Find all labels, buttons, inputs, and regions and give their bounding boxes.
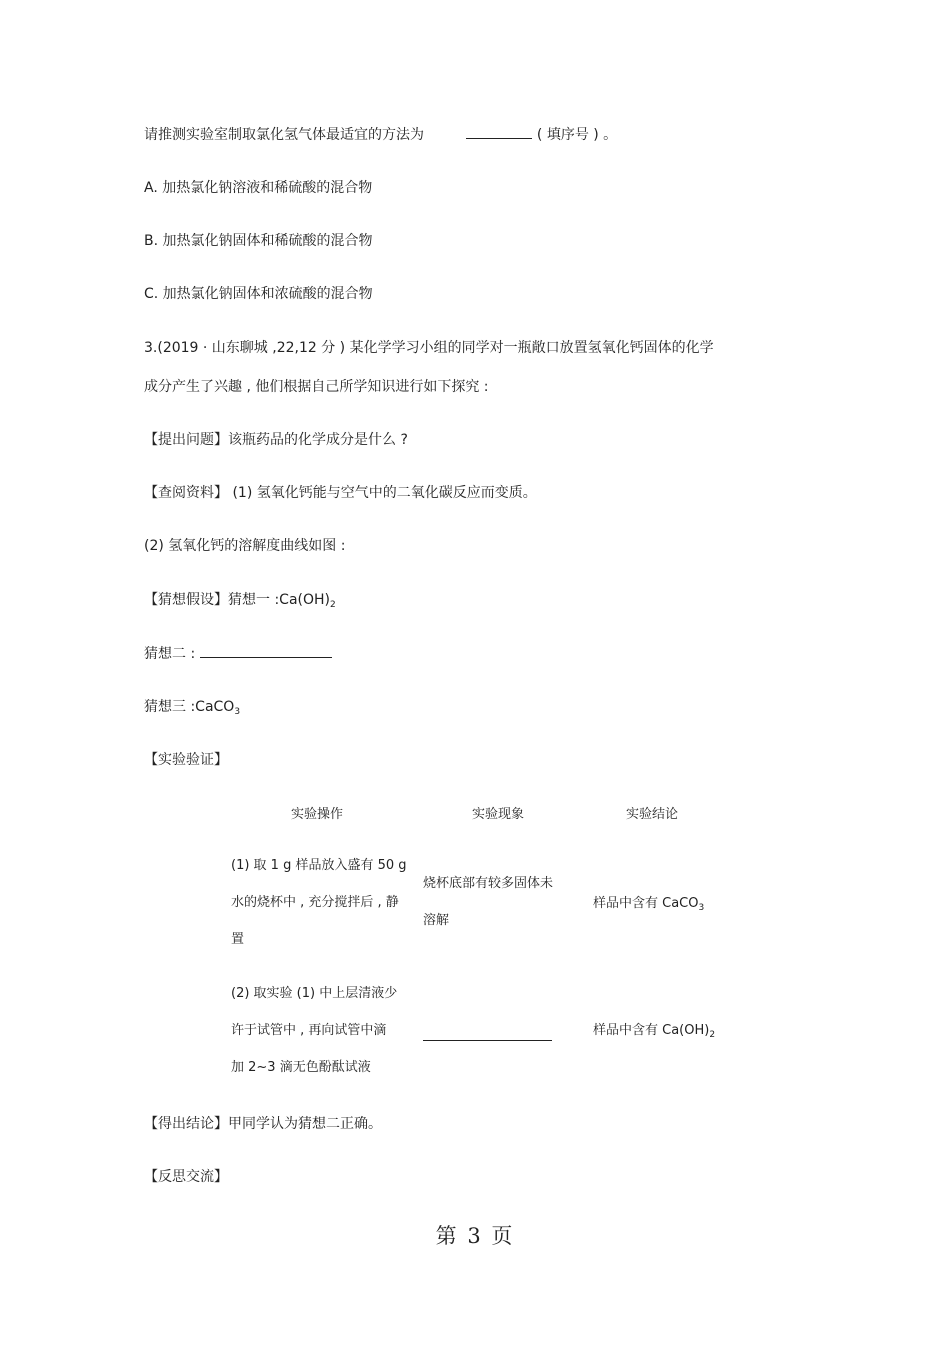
row-2-conclusion: [593, 1012, 715, 1051]
option-a: A. 加热氯化钠溶液和稀硫酸的混合物: [144, 180, 373, 196]
header-phenomenon: 实验现象: [472, 807, 525, 822]
row-2-conclusion-text: 样品中含有 Ca(OH): [593, 1023, 710, 1038]
hypothesis-3: [144, 697, 240, 719]
hypothesis-1: [144, 590, 336, 612]
header-conclusion: 实验结论: [626, 807, 679, 822]
option-c: C. 加热氯化钠固体和浓硫酸的混合物: [144, 286, 373, 302]
row-1-conclusion-text: 样品中含有 CaCO: [593, 896, 699, 911]
conclusion-line: 【得出结论】甲同学认为猜想二正确。: [144, 1116, 382, 1132]
row-1-operation-line: (1) 取 1 g 样品放入盛有 50 g: [231, 858, 407, 873]
hypothesis-1-subscript: 2: [330, 600, 336, 610]
row-1-phenomenon: [423, 865, 553, 939]
hypothesis-2-text: 猜想二 :: [144, 646, 196, 662]
page-number: 第 3 页: [435, 1224, 515, 1248]
hypothesis-3-text: 猜想三 :CaCO: [144, 699, 235, 715]
hypothesis-2: [144, 643, 332, 664]
row-2-operation-line: (2) 取实验 (1) 中上层清液少: [231, 986, 398, 1001]
question-3-line-2: 成分产生了兴趣 , 他们根据自己所学知识进行如下探究 :: [144, 379, 489, 395]
row-1-phenomenon-line: 烧杯底部有较多固体未: [423, 876, 554, 891]
row-1-conclusion: [593, 885, 704, 924]
ask-question: 【提出问题】该瓶药品的化学成分是什么 ?: [144, 432, 408, 448]
fill-question-hint: ( 填序号 ) 。: [536, 127, 618, 143]
row-1-operation-line: 置: [231, 932, 245, 947]
header-operation: 实验操作: [291, 807, 344, 822]
reflection-heading: 【反思交流】: [144, 1169, 228, 1185]
answer-blank[interactable]: [466, 124, 532, 139]
row-1-phenomenon-line: 溶解: [423, 913, 450, 928]
row-2-operation-line: 许于试管中 , 再向试管中滴: [231, 1023, 387, 1038]
row-2-operation: [231, 975, 397, 1086]
row-1-operation-line: 水的烧杯中 , 充分搅拌后 , 静: [231, 895, 399, 910]
row-2-conclusion-subscript: 2: [709, 1030, 716, 1040]
row-1-operation: [231, 847, 407, 958]
fill-question-text: 请推测实验室制取氯化氢气体最适宜的方法为: [144, 127, 424, 143]
hypothesis-3-subscript: 3: [234, 707, 241, 717]
question-3-line-1: 3.(2019 · 山东聊城 ,22,12 分 ) 某化学学习小组的同学对一瓶敞口放置氢氧化钙固体的化学: [144, 340, 714, 356]
reference-1: 【查阅资料】 (1) 氢氧化钙能与空气中的二氧化碳反应而变质。: [144, 485, 537, 501]
hypothesis-1-text: 【猜想假设】猜想一 :Ca(OH): [144, 592, 330, 608]
row-2-phenomenon-blank[interactable]: [423, 1040, 552, 1041]
reference-2: (2) 氢氧化钙的溶解度曲线如图 :: [144, 538, 346, 554]
row-2-operation-line: 加 2~3 滴无色酚酞试液: [231, 1060, 371, 1075]
verification-heading: 【实验验证】: [144, 752, 228, 768]
hypothesis-2-blank[interactable]: [200, 643, 332, 658]
fill-question: [144, 124, 617, 145]
row-1-conclusion-subscript: 3: [698, 903, 705, 913]
option-b: B. 加热氯化钠固体和稀硫酸的混合物: [144, 233, 373, 249]
